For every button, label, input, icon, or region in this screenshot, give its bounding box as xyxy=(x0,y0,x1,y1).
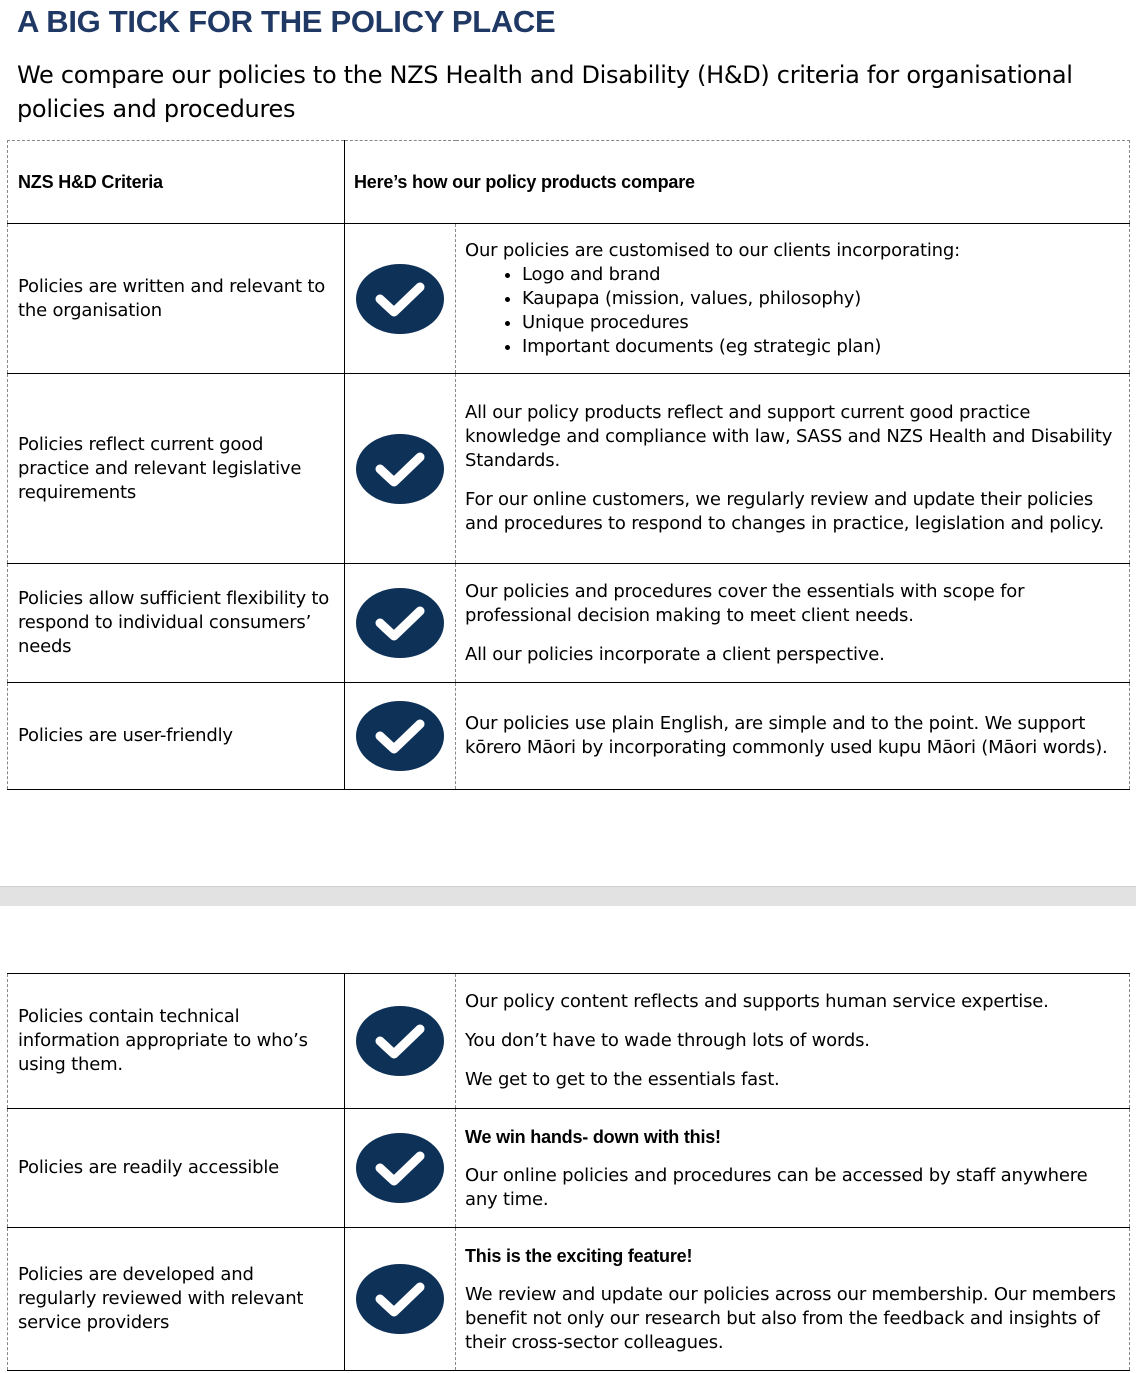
checkmark-circle-icon xyxy=(355,263,445,335)
description-paragraph: Our policies use plain English, are simple and to the point. We support kōrero Māori by incorporating commonly used kupu Māori (Māori words). xyxy=(465,713,1108,758)
tick-cell xyxy=(345,683,456,790)
description-intro: Our policies are customised to our clients incorporating: xyxy=(465,239,960,261)
criterion-text: Policies are readily accessible xyxy=(18,1157,279,1178)
table-row xyxy=(8,974,1130,1109)
checkmark-circle-icon xyxy=(355,587,445,659)
description-paragraph: All our policy products reflect and support current good practice knowledge and compliance with law, SASS and NZS Health and Disability Standards. xyxy=(465,402,1113,471)
checkmark-circle-icon xyxy=(355,1132,445,1204)
table-row xyxy=(8,564,1130,683)
table-row xyxy=(8,224,1130,374)
criterion-text: Policies are written and relevant to the organisation xyxy=(18,275,326,321)
description-paragraph: We get to get to the essentials fast. xyxy=(465,1069,780,1090)
description-paragraph: For our online customers, we regularly review and update their policies and procedures to respond to changes in practice, legislation and policy. xyxy=(465,489,1104,534)
description-lead: We win hands- down with this! xyxy=(465,1126,721,1147)
table-header-row xyxy=(8,141,1130,224)
description-paragraph: Our online policies and procedures can be accessed by staff anywhere any time. xyxy=(465,1164,1088,1210)
page-subtitle: We compare our policies to the NZS Health and Disability (H&D) criteria for organisational policies and procedures xyxy=(17,61,1073,123)
description-paragraph: All our policies incorporate a client perspective. xyxy=(465,643,885,665)
description-list xyxy=(465,263,1119,359)
description-lead: This is the exciting feature! xyxy=(465,1245,693,1266)
description-paragraph: You don’t have to wade through lots of words. xyxy=(465,1030,870,1051)
tick-cell xyxy=(345,564,456,683)
list-item: • Kaupapa (mission, values, philosophy) xyxy=(522,287,1119,311)
checkmark-circle-icon xyxy=(355,700,445,772)
list-item: • Important documents (eg strategic plan) xyxy=(522,335,1119,359)
table-row xyxy=(8,374,1130,564)
checkmark-circle-icon xyxy=(355,433,445,505)
checkmark-circle-icon xyxy=(355,1263,445,1335)
table-row xyxy=(8,1228,1130,1371)
list-item: • Logo and brand xyxy=(522,263,1119,287)
description-paragraph: We review and update our policies across our membership. Our members benefit not only our research but also from the feedback and insights of their cross-sector colleagues. xyxy=(465,1283,1116,1353)
tick-cell xyxy=(345,974,456,1109)
header-criteria: NZS H&D Criteria xyxy=(8,141,345,224)
page-break xyxy=(0,886,1136,906)
page-title: A BIG TICK FOR THE POLICY PLACE xyxy=(17,4,556,39)
checkmark-circle-icon xyxy=(355,1005,445,1077)
description-paragraph: Our policies and procedures cover the essentials with scope for professional decision making to meet client needs. xyxy=(465,580,1025,626)
table-row xyxy=(8,683,1130,790)
criterion-text: Policies are developed and regularly reviewed with relevant service providers xyxy=(18,1264,304,1333)
criterion-text: Policies allow sufficient flexibility to respond to individual consumers’ needs xyxy=(18,588,330,657)
description-paragraph: Our policy content reflects and supports human service expertise. xyxy=(465,991,1049,1012)
header-compare: Here’s how our policy products compare xyxy=(345,141,1130,224)
criterion-text: Policies are user-friendly xyxy=(18,725,233,746)
tick-cell xyxy=(345,224,456,374)
tick-cell xyxy=(345,1228,456,1371)
criteria-table xyxy=(7,140,1130,790)
criterion-text: Policies reflect current good practice and relevant legislative requirements xyxy=(18,433,302,503)
table-row xyxy=(8,1109,1130,1228)
criteria-table-continued xyxy=(7,973,1130,1371)
tick-cell xyxy=(345,374,456,564)
criterion-text: Policies contain technical information appropriate to who’s using them. xyxy=(18,1006,308,1075)
list-item: • Unique procedures xyxy=(522,311,1119,335)
tick-cell xyxy=(345,1109,456,1228)
